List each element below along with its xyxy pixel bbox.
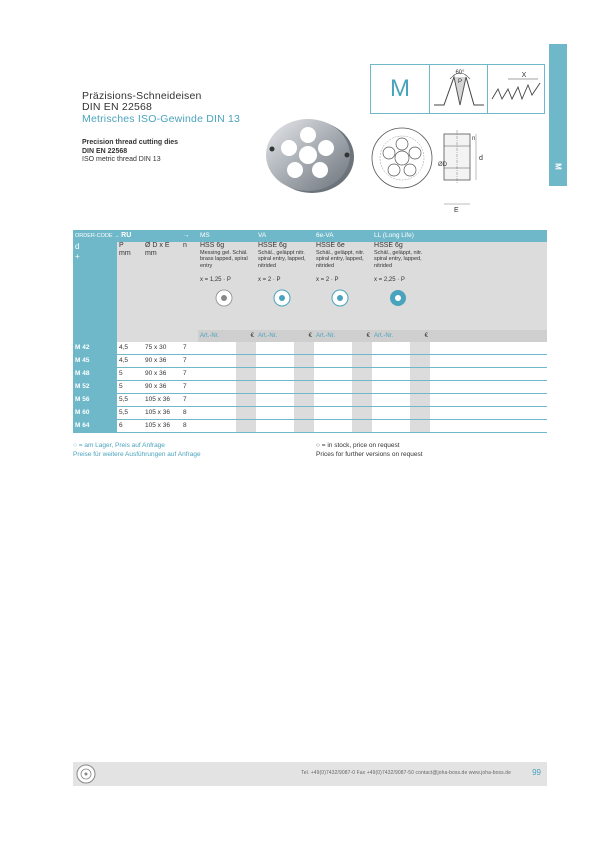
art-6e-va-cell: [314, 330, 372, 342]
dim-header-cell: [143, 242, 181, 330]
ms-entry-icon: [214, 288, 234, 308]
page-heading: [82, 91, 240, 125]
row-6e-va-art: [314, 420, 352, 433]
spec-va: [256, 242, 314, 330]
col-header-ms: MS: [198, 230, 256, 242]
spec-6e-va: [314, 242, 372, 330]
row-thread-size: M 60: [73, 407, 117, 420]
art-ll-euro: €: [424, 333, 429, 339]
row-empty: [430, 355, 547, 368]
art-ms-label: Art.-Nr.: [200, 333, 219, 339]
row-dimensions: 105 x 36: [143, 420, 181, 433]
row-va-price: [294, 342, 314, 355]
spec-6e-va-x: x = 2 · P: [316, 277, 339, 283]
spec-row: [73, 242, 547, 330]
order-code-arrow-2: →: [181, 230, 198, 242]
row-pitch: 5: [117, 381, 143, 394]
spec-6e-va-de: Schäl., geläppt, nitr.: [316, 249, 365, 256]
thread-angle-icon: [430, 65, 488, 113]
row-ll-art: [372, 394, 410, 407]
spec-6e-va-en: spiral entry, lapped, nitrided: [316, 256, 364, 269]
page-subtitle: Metrisches ISO-Gewinde DIN 13: [82, 113, 241, 125]
ll-entry-icon: [388, 288, 408, 308]
footnote-english-1: ○ = in stock, price on request: [316, 442, 400, 449]
row-ll-price: [410, 368, 430, 381]
spec-ms-x: x = 1,25 · P: [200, 277, 231, 283]
english-title: Precision thread cutting dies: [82, 139, 179, 146]
x-label: X: [521, 72, 527, 79]
order-code-arrow: →: [114, 233, 120, 239]
row-6e-va-price: [352, 368, 372, 381]
row-ll-price: [410, 381, 430, 394]
footer-contact: Tel. +49(0)7432/9087-0 Fax +49(0)7432/9087-50 contact@joha-boss.de www.joha-boss.de: [301, 770, 511, 776]
art-no-row: [73, 330, 547, 342]
row-n: 7: [181, 342, 198, 355]
row-ll-price: [410, 407, 430, 420]
row-n: 8: [181, 407, 198, 420]
die-technical-drawing: [368, 126, 488, 221]
row-ll-price: [410, 394, 430, 407]
art-ll-label: Art.-Nr.: [374, 333, 394, 339]
row-thread-size: M 64: [73, 420, 117, 433]
spec-ms-de: Messing gel. Schäl.: [200, 249, 248, 256]
order-code-header: [73, 230, 181, 242]
thread-profile-icon: [488, 65, 545, 113]
table-row: [73, 407, 547, 420]
thread-profile-diagram: [488, 65, 545, 113]
row-pitch: 5,5: [117, 407, 143, 420]
row-thread-size: M 42: [73, 342, 117, 355]
row-ms-art: [198, 381, 236, 394]
row-ll-art: [372, 381, 410, 394]
d-header-cell: [73, 242, 117, 330]
row-6e-va-art: [314, 381, 352, 394]
row-pitch: 6: [117, 420, 143, 433]
spec-ms-en: brass lapped, spiral entry: [200, 256, 248, 269]
spec-ll-x: x = 2,25 · P: [374, 277, 405, 283]
footnote-german-1: ○ = am Lager, Preis auf Anfrage: [73, 442, 165, 449]
od-dimension-label: ØD: [438, 162, 447, 168]
english-heading: [82, 139, 178, 165]
6e-va-entry-icon: [330, 288, 350, 308]
row-pitch: 5,5: [117, 394, 143, 407]
row-empty: [430, 381, 547, 394]
row-empty: [430, 342, 547, 355]
order-code-label: ORDER-CODE: [75, 233, 113, 239]
row-pitch: 4,5: [117, 355, 143, 368]
row-ms-price: [236, 342, 256, 355]
thread-angle-diagram: [430, 65, 488, 113]
row-va-price: [294, 407, 314, 420]
p-header: P: [119, 242, 124, 249]
spec-ms-title: HSS 6g: [200, 242, 225, 249]
side-register-tab: [549, 44, 567, 186]
table-header-row: [73, 230, 547, 242]
row-ll-art: [372, 420, 410, 433]
thread-code-letter: M: [371, 65, 430, 113]
row-dimensions: 90 x 36: [143, 368, 181, 381]
table-row: [73, 420, 547, 433]
d-header: d: [75, 242, 80, 251]
footnote-english-2: Prices for further versions on request: [316, 450, 423, 458]
row-ms-art: [198, 355, 236, 368]
row-6e-va-art: [314, 394, 352, 407]
row-thread-size: M 52: [73, 381, 117, 394]
spec-va-de: Schäl., geläppt nitr.: [258, 249, 305, 256]
row-ms-price: [236, 355, 256, 368]
col-header-6e-va: 6e-VA: [314, 230, 372, 242]
row-n: 7: [181, 381, 198, 394]
row-va-art: [256, 407, 294, 420]
art-ms-cell: [198, 330, 256, 342]
row-6e-va-art: [314, 355, 352, 368]
english-norm: DIN EN 22568: [82, 147, 128, 155]
row-thread-size: M 48: [73, 368, 117, 381]
row-empty: [430, 407, 547, 420]
art-row-p-cell: [117, 330, 143, 342]
footnote-german-2: Preise für weitere Ausführungen auf Anfrage: [73, 450, 201, 458]
thread-code-box: [370, 64, 545, 114]
art-va-label: Art.-Nr.: [258, 333, 277, 339]
spec-ll-en: spiral entry, lapped, nitrided: [374, 256, 422, 269]
row-n: 8: [181, 420, 198, 433]
p-unit: mm: [119, 249, 131, 257]
row-empty: [430, 420, 547, 433]
data-rows: [73, 342, 547, 433]
spec-va-en: spiral entry, lapped, nitrided: [258, 256, 306, 269]
page-title: Präzisions-Schneideisen: [82, 90, 202, 102]
e-dimension-label: E: [454, 207, 459, 214]
spec-va-title: HSSE 6g: [258, 242, 287, 249]
row-empty: [430, 368, 547, 381]
row-ll-art: [372, 368, 410, 381]
row-6e-va-art: [314, 342, 352, 355]
row-6e-va-price: [352, 394, 372, 407]
art-row-d-cell: [73, 330, 117, 342]
row-6e-va-price: [352, 381, 372, 394]
spec-6e-va-title: HSSE 6e: [316, 242, 345, 249]
row-va-art: [256, 355, 294, 368]
col-header-va: VA: [256, 230, 314, 242]
d-dimension-label: d: [479, 155, 483, 162]
spec-empty: [430, 242, 547, 330]
row-6e-va-price: [352, 355, 372, 368]
norm-title: DIN EN 22568: [82, 101, 153, 113]
art-va-euro: €: [308, 333, 313, 339]
art-6e-va-label: Art.-Nr.: [316, 333, 336, 339]
va-entry-icon: [272, 288, 292, 308]
art-6e-va-euro: €: [366, 333, 371, 339]
row-n: 7: [181, 394, 198, 407]
spec-ll-title: HSSE 6g: [374, 242, 403, 249]
table-row: [73, 355, 547, 368]
row-va-price: [294, 368, 314, 381]
dim-unit: mm: [145, 249, 157, 257]
art-ms-euro: €: [250, 333, 254, 339]
spec-ms: [198, 242, 256, 330]
pitch-label: P: [457, 79, 463, 85]
row-thread-size: M 45: [73, 355, 117, 368]
row-ll-price: [410, 420, 430, 433]
page-number: 99: [532, 768, 541, 777]
row-pitch: 5: [117, 368, 143, 381]
row-dimensions: 90 x 36: [143, 355, 181, 368]
row-ms-art: [198, 342, 236, 355]
art-va-cell: [256, 330, 314, 342]
order-code-value: RU: [121, 232, 132, 239]
product-table: [73, 230, 547, 433]
row-ms-art: [198, 368, 236, 381]
row-va-art: [256, 368, 294, 381]
row-ms-price: [236, 394, 256, 407]
d-subheader: +: [75, 252, 80, 261]
footnote-german: [73, 442, 201, 459]
row-va-art: [256, 342, 294, 355]
row-ms-price: [236, 420, 256, 433]
dim-header: Ø D x E: [145, 242, 170, 249]
art-row-n-cell: [181, 330, 198, 342]
row-va-price: [294, 420, 314, 433]
table-row: [73, 381, 547, 394]
row-dimensions: 90 x 36: [143, 381, 181, 394]
row-empty: [430, 394, 547, 407]
row-6e-va-art: [314, 407, 352, 420]
art-row-dim-cell: [143, 330, 181, 342]
art-empty-cell: [430, 330, 547, 342]
row-6e-va-price: [352, 407, 372, 420]
footnote-english: [316, 442, 423, 459]
row-pitch: 4,5: [117, 342, 143, 355]
angle-label: 60°: [455, 70, 465, 76]
english-subtitle: ISO metric thread DIN 13: [82, 156, 161, 163]
art-ll-cell: [372, 330, 430, 342]
row-ms-art: [198, 407, 236, 420]
row-dimensions: 75 x 30: [143, 342, 181, 355]
col-header-empty: [430, 230, 547, 242]
row-ms-art: [198, 420, 236, 433]
row-ll-price: [410, 342, 430, 355]
row-dimensions: 105 x 36: [143, 407, 181, 420]
row-ll-art: [372, 407, 410, 420]
row-n: 7: [181, 368, 198, 381]
row-6e-va-art: [314, 368, 352, 381]
row-ll-art: [372, 342, 410, 355]
row-6e-va-price: [352, 342, 372, 355]
row-ms-price: [236, 368, 256, 381]
footer-bar: [73, 762, 547, 786]
spec-ll: [372, 242, 430, 330]
die-photo: [262, 115, 357, 200]
row-ms-art: [198, 394, 236, 407]
row-ll-art: [372, 355, 410, 368]
n-header: n: [183, 242, 187, 249]
n-header-cell: [181, 242, 198, 330]
row-ms-price: [236, 407, 256, 420]
row-thread-size: M 56: [73, 394, 117, 407]
table-row: [73, 368, 547, 381]
spec-ll-de: Schäl., geläppt, nitr.: [374, 249, 423, 256]
row-ms-price: [236, 381, 256, 394]
col-header-ll: LL (Long Life): [372, 230, 430, 242]
row-ll-price: [410, 355, 430, 368]
side-tab-label: M: [553, 163, 563, 170]
row-va-art: [256, 394, 294, 407]
spec-va-x: x = 2 · P: [258, 277, 281, 283]
row-va-price: [294, 381, 314, 394]
p-header-cell: [117, 242, 143, 330]
row-6e-va-price: [352, 420, 372, 433]
table-row: [73, 342, 547, 355]
row-n: 7: [181, 355, 198, 368]
row-va-art: [256, 420, 294, 433]
n-dimension-label: n: [472, 136, 476, 142]
row-va-price: [294, 394, 314, 407]
row-va-art: [256, 381, 294, 394]
table-row: [73, 394, 547, 407]
row-va-price: [294, 355, 314, 368]
company-logo-icon: [76, 764, 96, 784]
row-dimensions: 105 x 36: [143, 394, 181, 407]
